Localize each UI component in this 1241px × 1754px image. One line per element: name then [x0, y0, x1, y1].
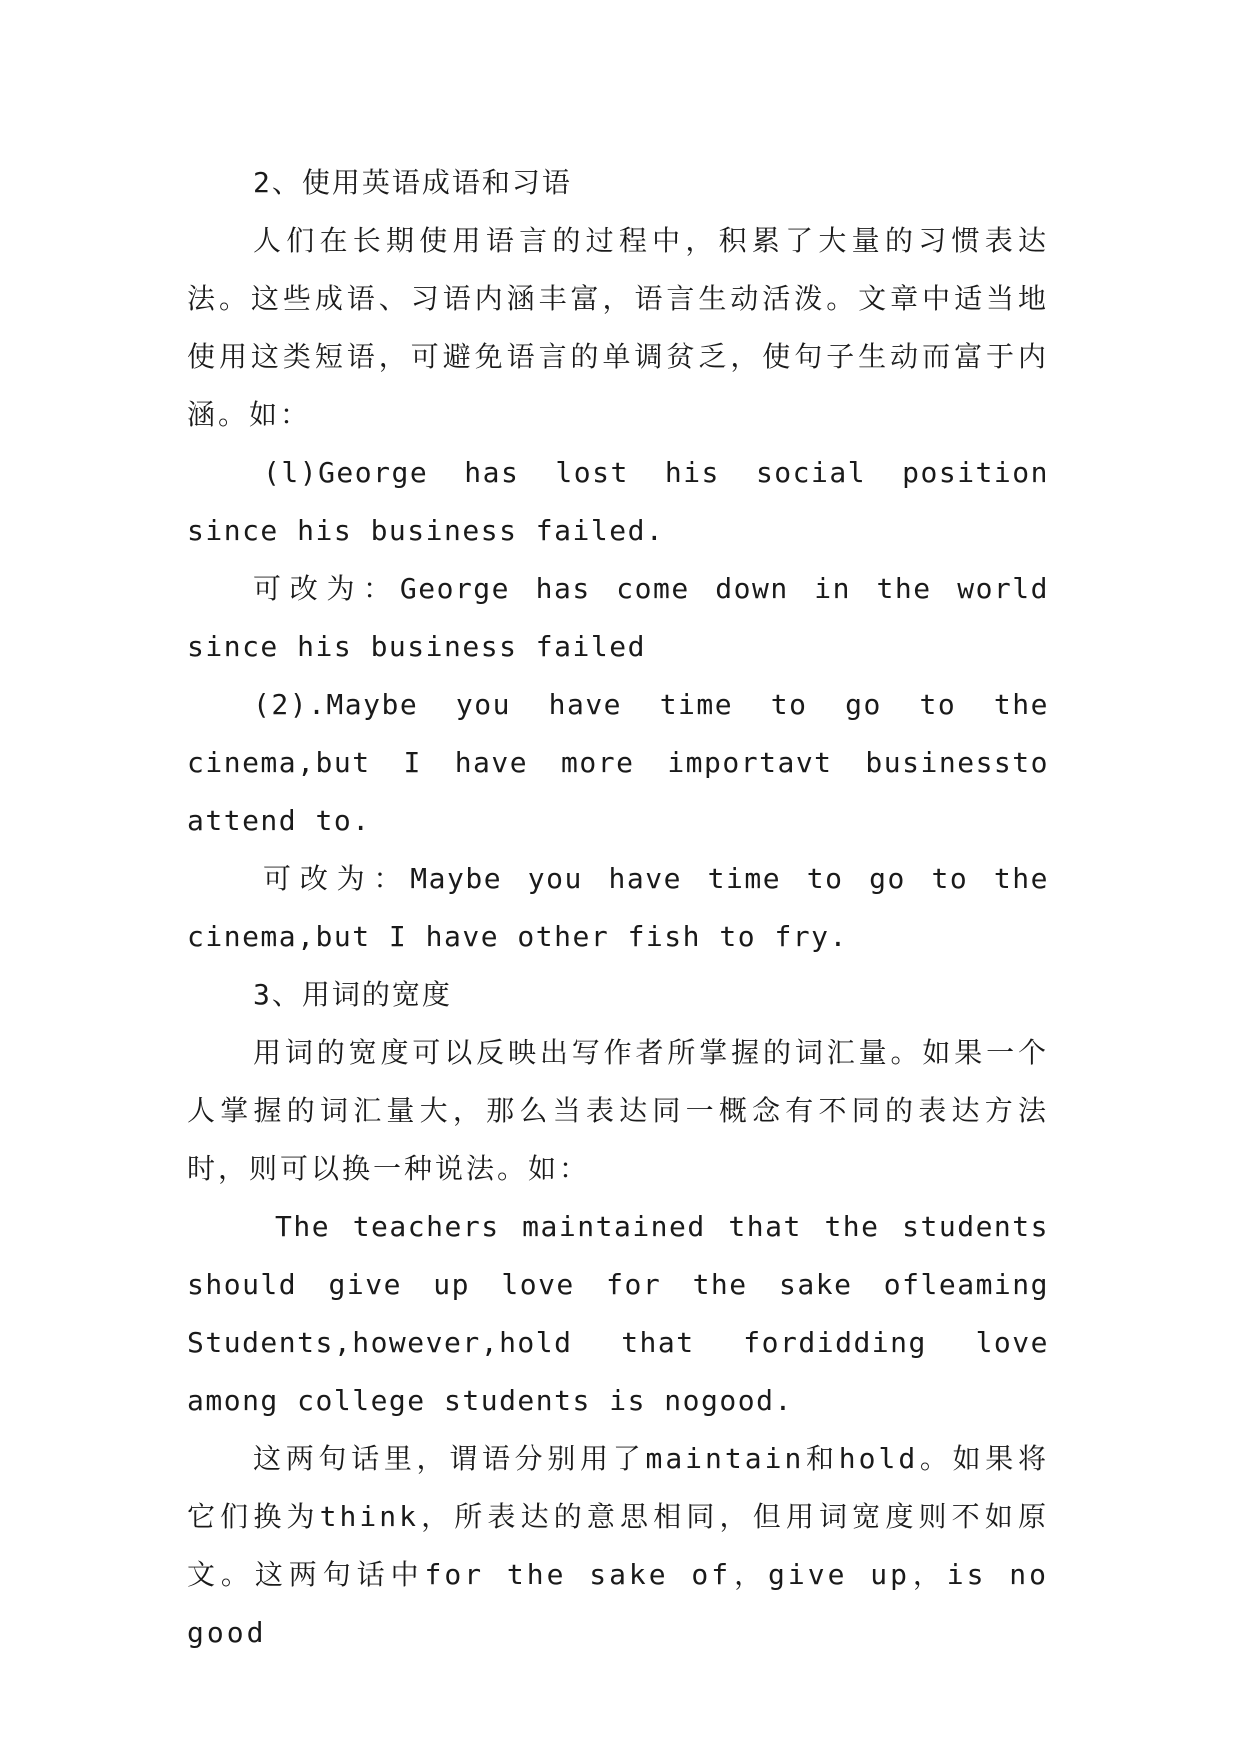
example-rewrite-2: 可改为：Maybe you have time to go to the cinema,but I have other fish to fry.	[187, 862, 1049, 953]
example-sentence-1: (l)George has lost his social position since his business failed.	[187, 456, 1049, 547]
section-heading-word-breadth: 3、用词的宽度	[253, 978, 452, 1011]
body-paragraph-analysis: 这两句话里，谓语分别用了maintain和hold。如果将它们换为think，所表达的意思相同，但用词宽度则不如原文。这两句话中for the sake of，give up，is no good	[187, 1442, 1049, 1649]
example-rewrite-1: 可改为：George has come down in the world since his business failed	[187, 572, 1049, 663]
example-sentence-3: The teachers maintained that the students should give up love for the sake ofleaming Students,however,hold that fordidding love among college students is nogood.	[187, 1210, 1049, 1417]
body-paragraph-word-breadth: 用词的宽度可以反映出写作者所掌握的词汇量。如果一个人掌握的词汇量大，那么当表达同一概念有不同的表达方法时，则可以换一种说法。如：	[187, 1036, 1049, 1185]
section-heading-idioms: 2、使用英语成语和习语	[253, 166, 572, 199]
body-paragraph-idioms-intro: 人们在长期使用语言的过程中，积累了大量的习惯表达法。这些成语、习语内涵丰富，语言生动活泼。文章中适当地使用这类短语，可避免语言的单调贫乏，使句子生动而富于内涵。如：	[187, 224, 1049, 431]
document-body	[187, 154, 1049, 1662]
example-sentence-2: (2).Maybe you have time to go to the cinema,but I have more importavt businessto attend to.	[187, 688, 1049, 837]
